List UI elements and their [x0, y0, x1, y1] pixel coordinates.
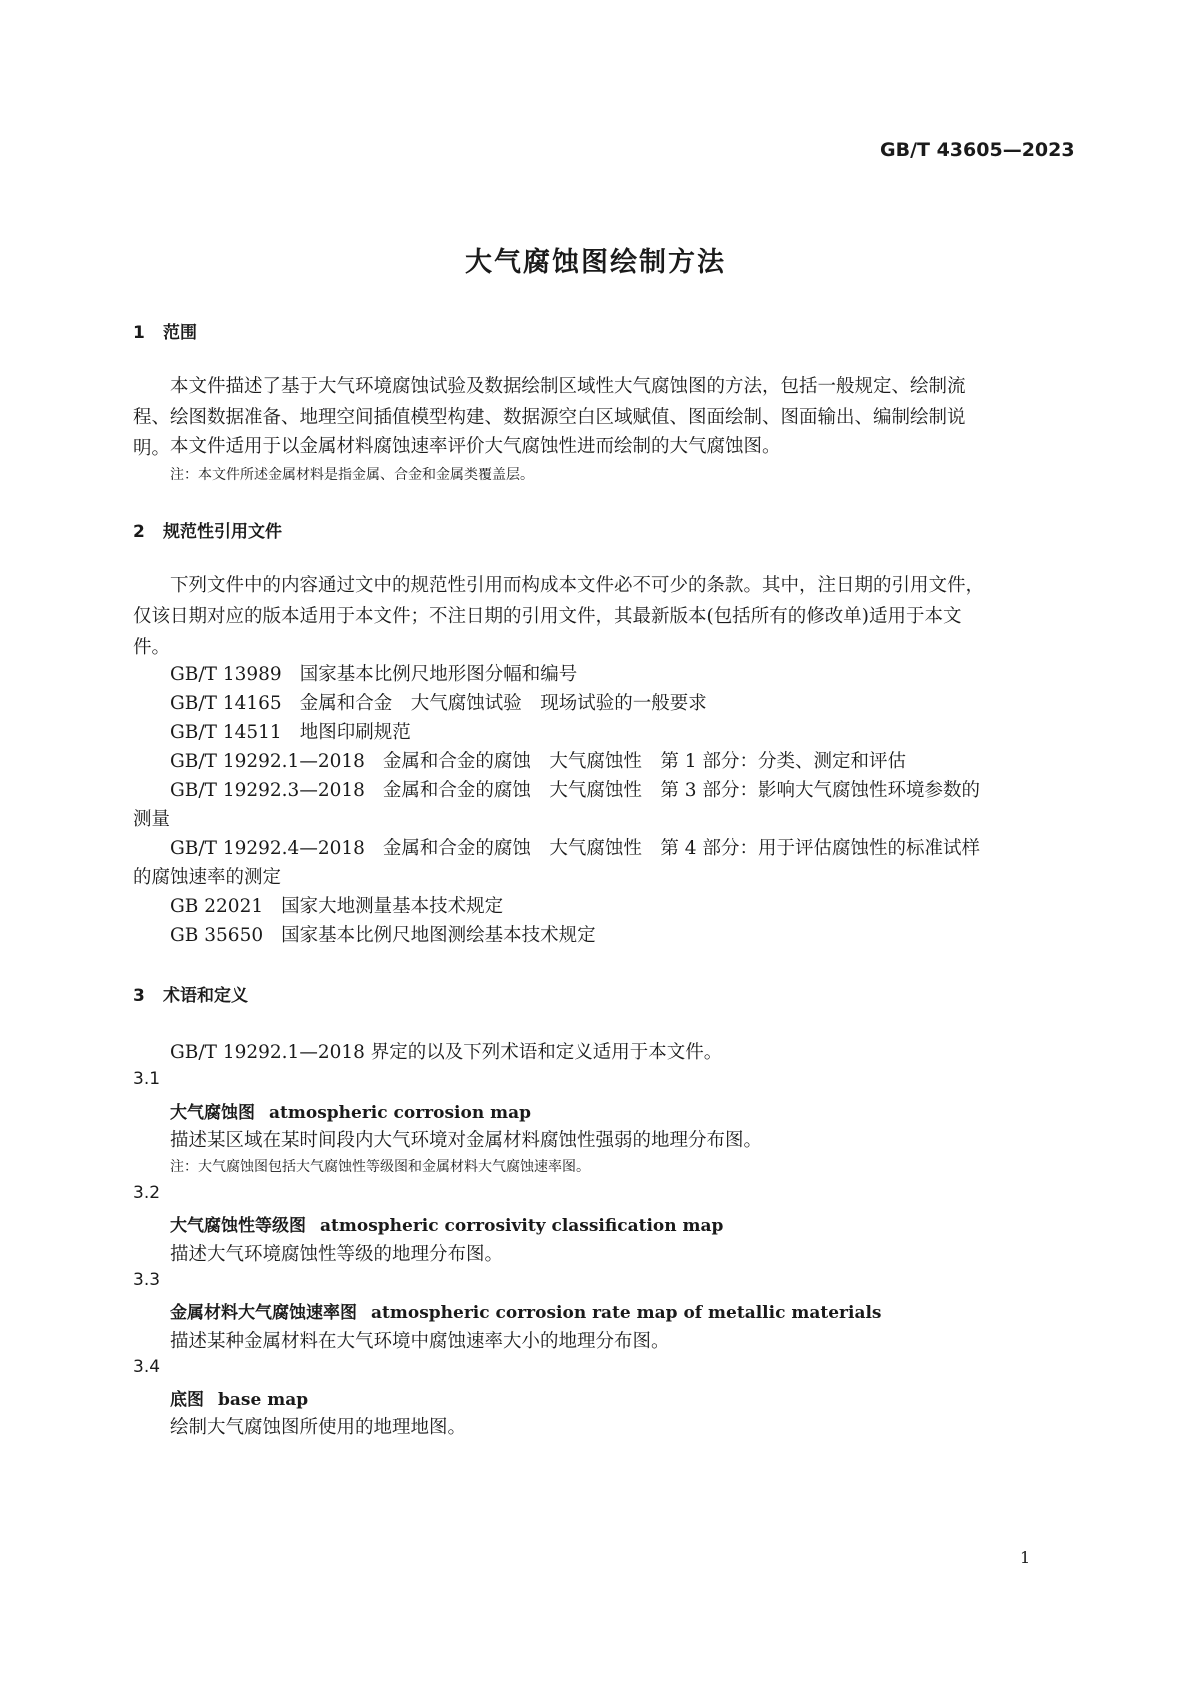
term-chinese: 底图: [170, 1390, 204, 1410]
section-3-intro: GB/T 19292.1—2018 界定的以及下列术语和定义适用于本文件。: [170, 1042, 723, 1063]
section-2-paragraph-1: 下列文件中的内容通过文中的规范性引用而构成本文件必不可少的条款。其中，注日期的引用文件，仅该日期对应的版本适用于本文件；不注日期的引用文件，其最新版本(包括所有的修改单)适用于本文件。: [133, 575, 985, 658]
term-english: atmospheric corrosion map: [269, 1103, 531, 1123]
section-3-title: 术语和定义: [163, 986, 248, 1006]
reference-item: [170, 834, 980, 860]
term-number: 3.4: [133, 1357, 161, 1377]
section-1-note: 注：本文件所述金属材料是指金属、合金和金属类覆盖层。: [170, 467, 534, 483]
reference-title: 金属和合金 大气腐蚀试验 现场试验的一般要求: [299, 693, 707, 714]
term-definition: 绘制大气腐蚀图所使用的地理地图。: [170, 1417, 467, 1438]
reference-item: [170, 718, 411, 744]
section-1-paragraph-2: 本文件适用于以金属材料腐蚀速率评价大气腐蚀性进而绘制的大气腐蚀图。: [170, 436, 781, 457]
term-chinese: 大气腐蚀性等级图: [170, 1216, 306, 1236]
section-3-number: 3: [133, 986, 145, 1006]
term-number: 3.3: [133, 1270, 161, 1290]
section-2-title: 规范性引用文件: [163, 522, 282, 542]
term-chinese: 大气腐蚀图: [170, 1103, 255, 1123]
reference-title: 金属和合金的腐蚀 大气腐蚀性 第 3 部分：影响大气腐蚀性环境参数的: [382, 780, 980, 801]
term-heading: [170, 1298, 881, 1323]
term-heading: [170, 1211, 723, 1236]
document-title: 大气腐蚀图绘制方法: [465, 247, 726, 278]
term-definition: 描述大气环境腐蚀性等级的地理分布图。: [170, 1244, 504, 1265]
reference-title: 国家基本比例尺地图测绘基本技术规定: [281, 925, 596, 946]
reference-item: [170, 747, 906, 773]
reference-code: GB/T 14511: [170, 722, 282, 743]
reference-continuation: 的腐蚀速率的测定: [133, 867, 282, 888]
reference-title: 国家基本比例尺地形图分幅和编号: [299, 664, 578, 685]
reference-code: GB 35650: [170, 925, 264, 946]
reference-item: [170, 689, 707, 715]
reference-code: GB 22021: [170, 896, 264, 917]
section-2-heading: [133, 517, 282, 542]
reference-title: 国家大地测量基本技术规定: [281, 896, 504, 917]
page-number: 1: [1020, 1548, 1031, 1567]
reference-item: [170, 892, 503, 918]
reference-title: 金属和合金的腐蚀 大气腐蚀性 第 1 部分：分类、测定和评估: [382, 751, 906, 772]
term-english: base map: [218, 1390, 309, 1410]
reference-code: GB/T 19292.4—2018: [170, 838, 365, 859]
reference-item: [170, 921, 596, 947]
section-3-heading: [133, 981, 248, 1006]
reference-code: GB/T 19292.3—2018: [170, 780, 365, 801]
term-english: atmospheric corrosion rate map of metallic materials: [371, 1303, 882, 1323]
reference-continuation: 测量: [133, 809, 171, 830]
term-note: 注：大气腐蚀图包括大气腐蚀性等级图和金属材料大气腐蚀速率图。: [170, 1159, 590, 1175]
section-1-paragraph-1: 本文件描述了基于大气环境腐蚀试验及数据绘制区域性大气腐蚀图的方法，包括一般规定、绘制流程、绘图数据准备、地理空间插值模型构建、数据源空白区域赋值、图面绘制、图面输出、编制绘制说明。: [133, 376, 966, 459]
reference-title: 金属和合金的腐蚀 大气腐蚀性 第 4 部分：用于评估腐蚀性的标准试样: [382, 838, 980, 859]
section-1-number: 1: [133, 323, 145, 343]
term-english: atmospheric corrosivity classification map: [320, 1216, 724, 1236]
reference-code: GB/T 13989: [170, 664, 282, 685]
section-1-heading: [133, 318, 197, 343]
reference-item: [170, 776, 980, 802]
term-number: 3.1: [133, 1069, 161, 1089]
term-number: 3.2: [133, 1183, 161, 1203]
reference-item: [170, 660, 577, 686]
reference-title: 地图印刷规范: [299, 722, 411, 743]
term-heading: [170, 1385, 308, 1410]
standard-code: GB/T 43605—2023: [880, 139, 1075, 161]
term-definition: 描述某种金属材料在大气环境中腐蚀速率大小的地理分布图。: [170, 1331, 670, 1352]
section-2-number: 2: [133, 522, 145, 542]
reference-code: GB/T 19292.1—2018: [170, 751, 365, 772]
reference-code: GB/T 14165: [170, 693, 282, 714]
term-heading: [170, 1098, 531, 1123]
section-1-title: 范围: [163, 323, 197, 343]
term-definition: 描述某区域在某时间段内大气环境对金属材料腐蚀性强弱的地理分布图。: [170, 1130, 763, 1151]
term-chinese: 金属材料大气腐蚀速率图: [170, 1303, 357, 1323]
